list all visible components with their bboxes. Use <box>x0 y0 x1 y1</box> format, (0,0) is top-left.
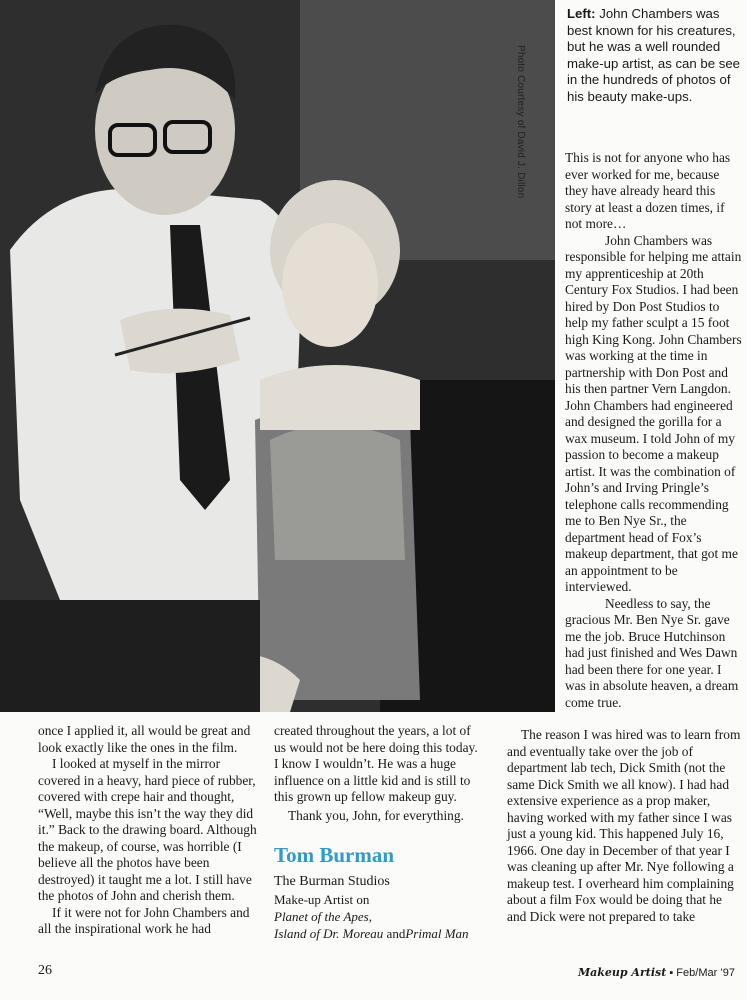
magazine-footer <box>578 966 735 979</box>
article-paragraph: I looked at myself in the mirror covered in a heavy, hard piece of rubber, covered with crepe hair and thought, “Well, maybe this isn’t the way they did it.” Back to the drawing board. Although the makeup, of course, was horrible (I believe all the photos have been destroyed) it taught me a lot. I still have the photos of John and cherish them. <box>38 756 257 903</box>
article-paragraph: The reason I was hired was to learn from and eventually take over the job of department lab tech, Dick Smith (not the same Dick Smith we all know). I had had extensive experience as a prop maker, having worked with my father since I was just a young kid. This happened July 16, 1966. One day in December of that year I was cleaning up after Mr. Nye following a makeup test. I overheard him complaining about a film Fox would be doing that he and Dick were not prepared to take <box>507 727 741 924</box>
author-credit-title: Primal Man <box>405 926 469 941</box>
article-paragraph: If it were not for John Chambers and all the inspirational work he had <box>38 904 250 936</box>
article-paragraph: Thank you, John, for everything. <box>288 807 464 823</box>
page-number: 26 <box>38 963 52 978</box>
author-credit-separator: and <box>383 926 406 941</box>
author-credit-title: Planet of the Apes <box>274 909 369 924</box>
caption-text: John Chambers was best known for his creatures, but he was a well rounded make-up artist, as can be see in the hundreds of photos of his beauty make-ups. <box>567 6 740 104</box>
article-column-right-top <box>565 150 743 711</box>
article-paragraph: John Chambers was responsible for helping me attain my apprenticeship at 20th Century Fox Studios. I had been hired by Don Post Studios to help my father sculpt a 15 foot high King Kong. John Chambers was working at the time in partnership with Don Post and his then partner Vern Langdon. John Chambers had engineered and designed the gorilla for a wax museum. I told John of my passion to become a makeup artist. It was the combination of John’s and Irving Pringle’s telephone calls recommending me to Ben Nye Sr., the department head of Fox’s makeup department, that got me an appointment to be interviewed. <box>565 232 742 594</box>
author-credit-title: Island of Dr. Moreau <box>274 926 384 941</box>
article-column-middle <box>274 723 484 824</box>
article-paragraph: created throughout the years, a lot of us would not be here doing this today. I know I wouldn’t. He was a huge influence on a little kid and is still to this grown up fellow makeup guy. <box>274 723 478 804</box>
magazine-issue: ▪ Feb/Mar ’97 <box>666 967 735 979</box>
photo-credit: Photo Courtesy of David J. Dillon <box>515 45 526 199</box>
author-credit-separator: , <box>368 909 372 924</box>
author-block <box>274 843 494 942</box>
article-column-right-bottom <box>507 727 743 925</box>
article-paragraph: once I applied it, all would be great and look exactly like the ones in the film. <box>38 723 251 755</box>
author-role: Make-up Artist on <box>274 892 370 907</box>
photo-caption <box>567 6 741 105</box>
article-column-left <box>38 723 260 938</box>
article-paragraph: Needless to say, the gracious Mr. Ben Nye Sr. gave me the job. Bruce Hutchinson had just finished and Wes Dawn had been there for one year. I was in absolute heaven, a dream come true. <box>565 595 739 710</box>
magazine-name: Makeup Artist <box>577 966 667 979</box>
article-paragraph: This is not for anyone who has ever worked for me, because they have already heard this story at least a dozen times, if not more… <box>565 150 731 231</box>
author-credits-line-2 <box>274 925 494 942</box>
author-name: Tom Burman <box>274 843 395 867</box>
author-credits-line-1 <box>274 908 494 925</box>
caption-lead: Left: <box>567 6 596 21</box>
author-studio: The Burman Studios <box>274 874 390 889</box>
